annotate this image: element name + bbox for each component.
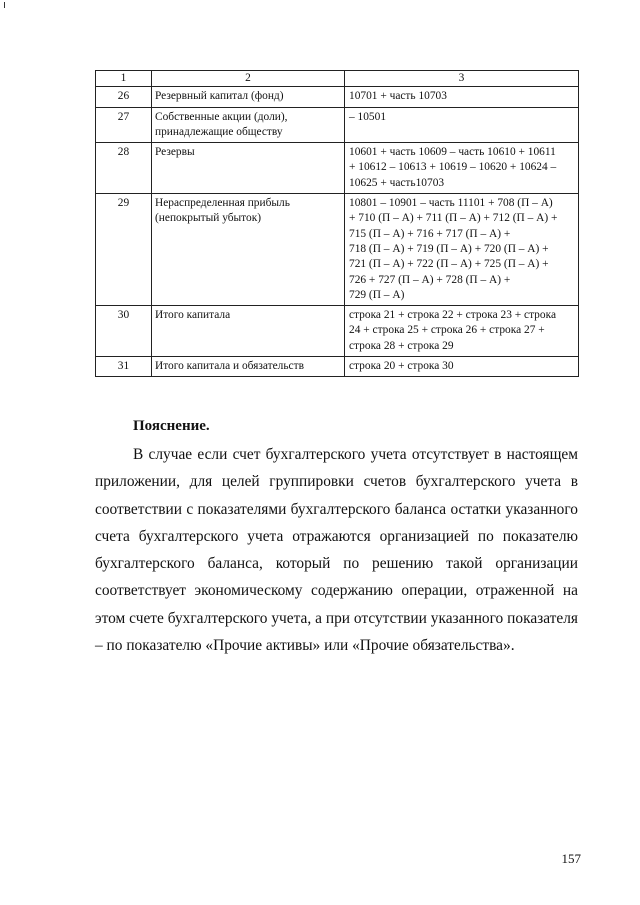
indicator-name-cell-line: Резервы <box>155 146 195 159</box>
table-body <box>96 87 579 377</box>
column-header-1: 1 <box>96 71 152 87</box>
account-formula-cell-line: строка 21 + строка 22 + строка 23 + строка <box>349 309 556 322</box>
account-formula-cell-line: 729 (П – А) <box>349 288 405 301</box>
account-formula-cell-line: 726 + 727 (П – А) + 728 (П – А) + <box>349 273 511 286</box>
account-formula-cell-line: строка 28 + строка 29 <box>349 339 454 352</box>
indicator-name-cell <box>152 306 345 357</box>
balance-sheet-table <box>95 70 579 377</box>
indicator-name-cell <box>152 357 345 377</box>
account-formula-cell-line: 10701 + часть 10703 <box>349 90 447 103</box>
account-formula-cell-line: 24 + строка 25 + строка 26 + строка 27 + <box>349 324 545 337</box>
column-header-2: 2 <box>152 71 345 87</box>
account-formula-cell-line: 715 (П – А) + 716 + 717 (П – А) + <box>349 227 511 240</box>
indicator-name-cell-line: Собственные акции (доли), <box>155 110 288 123</box>
indicator-name-cell <box>152 87 345 107</box>
column-header-3: 3 <box>345 71 579 87</box>
account-formula-cell <box>345 87 579 107</box>
account-formula-cell <box>345 306 579 357</box>
row-number-cell: 30 <box>96 306 152 357</box>
account-formula-cell-line: 10801 – 10901 – часть 11101 + 708 (П – А) <box>349 197 553 210</box>
account-formula-cell-line: + 710 (П – А) + 711 (П – А) + 712 (П – А) + <box>349 212 558 225</box>
row-number-cell: 29 <box>96 194 152 306</box>
indicator-name-cell <box>152 107 345 143</box>
table-row <box>96 194 579 306</box>
account-formula-cell <box>345 194 579 306</box>
account-formula-cell-line: – 10501 <box>349 110 387 123</box>
account-formula-cell-line: строка 20 + строка 30 <box>349 360 454 373</box>
row-number-cell: 27 <box>96 107 152 143</box>
indicator-name-cell-line: Нераспределенная прибыль <box>155 197 290 210</box>
account-formula-cell-line: 718 (П – А) + 719 (П – А) + 720 (П – А) + <box>349 242 549 255</box>
account-formula-cell-line: 721 (П – А) + 722 (П – А) + 725 (П – А) + <box>349 258 549 271</box>
indicator-name-cell-line: Резервный капитал (фонд) <box>155 90 284 103</box>
explanation-paragraph: В случае если счет бухгалтерского учета отсутствует в настоящем приложении, для целей группировки счетов бухгалтерского учета в соответствии с показателями бухгалтерского баланса остатки указанного счета бухгалтерского учета отражаются организацией по показателю бухгалтерского баланса, который по решению такой организации соответствует экономическому содержанию операции, отраженной на этом счете бухгалтерского учета, а при отсутствии указанного показателя – по показателю «Прочие активы» или «Прочие обязательства». <box>95 446 578 655</box>
indicator-name-cell <box>152 194 345 306</box>
indicator-name-cell-line: (непокрытый убыток) <box>155 212 262 225</box>
scan-mark <box>4 2 5 8</box>
indicator-name-cell-line: Итого капитала <box>155 309 231 322</box>
account-formula-cell <box>345 143 579 194</box>
table-row <box>96 357 579 377</box>
table-header-row <box>96 71 579 87</box>
account-formula-cell <box>345 357 579 377</box>
account-formula-cell <box>345 107 579 143</box>
row-number-cell: 28 <box>96 143 152 194</box>
table-row <box>96 107 579 143</box>
page-number: 157 <box>561 851 581 866</box>
indicator-name-cell-line: Итого капитала и обязательств <box>155 360 304 373</box>
indicator-name-cell-line: принадлежащие обществу <box>155 125 283 138</box>
table-row <box>96 306 579 357</box>
explanation-heading: Пояснение. <box>133 418 210 434</box>
row-number-cell: 31 <box>96 357 152 377</box>
indicator-name-cell <box>152 143 345 194</box>
account-formula-cell-line: 10601 + часть 10609 – часть 10610 + 10611 <box>349 146 556 159</box>
table-row <box>96 143 579 194</box>
account-formula-cell-line: 10625 + часть10703 <box>349 176 445 189</box>
row-number-cell: 26 <box>96 87 152 107</box>
account-formula-cell-line: + 10612 – 10613 + 10619 – 10620 + 10624 – <box>349 161 557 174</box>
table-row <box>96 87 579 107</box>
